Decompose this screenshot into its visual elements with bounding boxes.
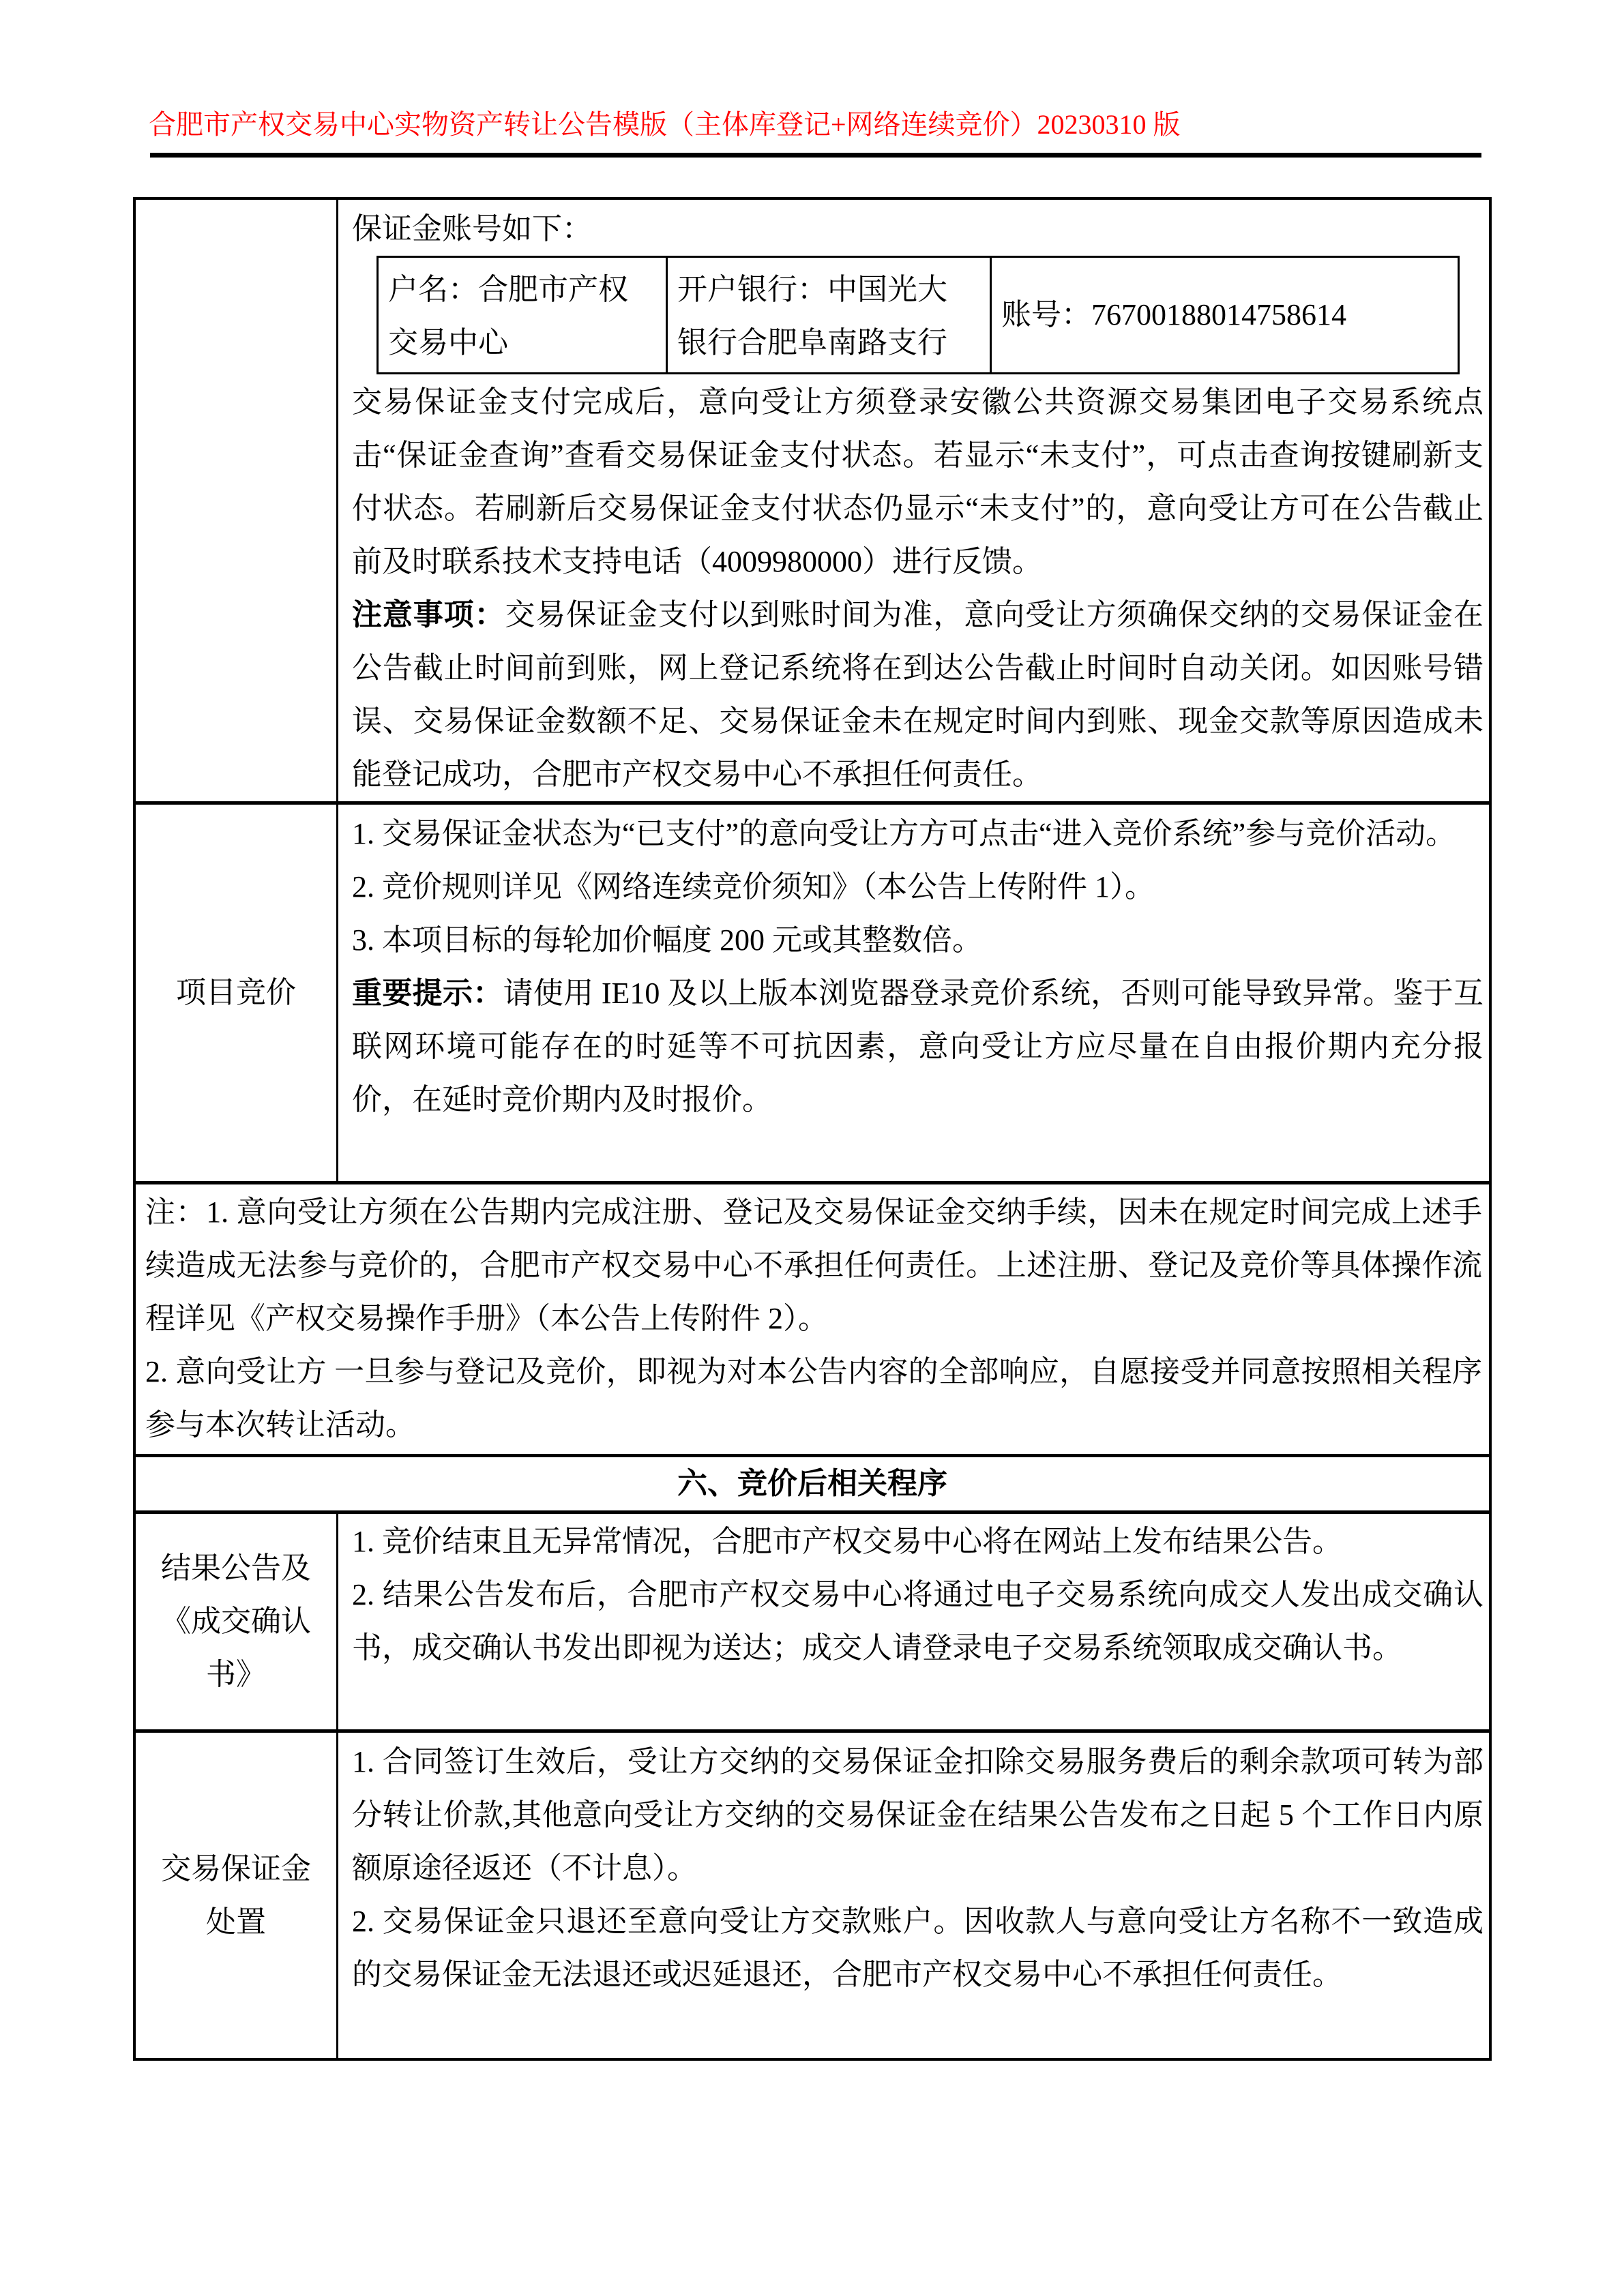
table-row-result-announcement xyxy=(136,1514,1489,1733)
bidding-item-1: 1. 交易保证金状态为“已支付”的意向受让方方可点击“进入竞价系统”参与竞价活动。 xyxy=(352,817,1456,850)
table-row-note xyxy=(136,1184,1489,1457)
result-announcement-content xyxy=(338,1514,1489,1729)
payment-status-paragraph: 交易保证金支付完成后，意向受让方须登录安徽公共资源交易集团电子交易系统点击“保证金查询”查看交易保证金支付状态。若显示“未支付”，可点击查询按键刷新支付状态。若刷新后交易保证金支付状态仍显示“未支付”的，意向受让方可在公告截止前及时联系技术支持电话（4009980000）进行反馈。 xyxy=(352,385,1483,578)
note-content xyxy=(136,1184,1489,1454)
notice-lead: 注意事项： xyxy=(352,598,505,631)
bank-account-number-cell xyxy=(992,258,1458,372)
disposal-item-1: 1. 合同签订生效后，受让方交纳的交易保证金扣除交易服务费后的剩余款项可转为部分转让价款,其他意向受让方交纳的交易保证金在结果公告发布之日起 5 个工作日内原额原途径返还（不计息）。 xyxy=(352,1745,1483,1885)
bidding-important-tip xyxy=(352,967,1483,1127)
bank-branch-cell xyxy=(668,258,992,372)
row-label-empty xyxy=(136,200,338,801)
header-divider-rule xyxy=(150,153,1481,158)
deposit-account-intro: 保证金账号如下： xyxy=(352,212,592,245)
result-announcement-label: 结果公告及《成交确认书》 xyxy=(161,1551,311,1691)
bank-account-table xyxy=(377,256,1460,374)
deposit-payment-content xyxy=(338,200,1489,801)
bank-branch-name: 开户银行：中国光大银行合肥阜南路支行 xyxy=(677,273,947,359)
bank-account-name-cell xyxy=(379,258,668,372)
project-bidding-content xyxy=(338,805,1489,1181)
bank-account-name: 户名：合肥市产权交易中心 xyxy=(388,273,628,359)
project-bidding-label-cell xyxy=(136,805,338,1181)
document-header-title: 合肥市产权交易中心实物资产转让公告模版（主体库登记+网络连续竞价）20230310 版 xyxy=(149,109,1181,140)
bidding-item-2: 2. 竞价规则详见《网络连续竞价须知》（本公告上传附件 1）。 xyxy=(352,870,1155,904)
payment-notice-paragraph xyxy=(352,588,1483,801)
important-tip-lead: 重要提示： xyxy=(352,976,503,1010)
table-row-deposit-payment xyxy=(136,200,1489,805)
result-item-2: 2. 结果公告发布后，合肥市产权交易中心将通过电子交易系统向成交人发出成交确认书，成交确认书发出即视为送达；成交人请登录电子交易系统领取成交确认书。 xyxy=(352,1578,1483,1665)
deposit-disposal-label: 交易保证金处置 xyxy=(161,1851,311,1939)
disposal-item-2: 2. 交易保证金只退还至意向受让方交款账户。因收款人与意向受让方名称不一致造成的交易保证金无法退还或迟延退还，合肥市产权交易中心不承担任何责任。 xyxy=(352,1905,1483,1991)
project-bidding-label: 项目竞价 xyxy=(176,976,296,1009)
table-row-project-bidding xyxy=(136,805,1489,1184)
table-row-deposit-disposal xyxy=(136,1733,1489,2058)
result-announcement-label-cell xyxy=(136,1514,338,1729)
announcement-table xyxy=(133,197,1492,2061)
notice-body: 交易保证金支付以到账时间为准，意向受让方须确保交纳的交易保证金在公告截止时间前到账，网上登记系统将在到达公告截止时间时自动关闭。如因账号错误、交易保证金数额不足、交易保证金未在规定时间内到账、现金交款等原因造成未能登记成功，合肥市产权交易中心不承担任何责任。 xyxy=(352,598,1484,791)
section-header-title: 六、竞价后相关程序 xyxy=(677,1467,947,1500)
bank-account-number: 账号：76700188014758614 xyxy=(1001,298,1346,331)
section-header-row xyxy=(136,1457,1489,1514)
deposit-disposal-content xyxy=(338,1733,1489,2058)
note-item-2: 2. 意向受让方 一旦参与登记及竞价，即视为对本公告内容的全部响应，自愿接受并同意按照相关程序参与本次转让活动。 xyxy=(145,1355,1482,1442)
result-item-1: 1. 竞价结束且无异常情况，合肥市产权交易中心将在网站上发布结果公告。 xyxy=(352,1525,1342,1558)
important-tip-body: 请使用 IE10 及以上版本浏览器登录竞价系统，否则可能导致异常。鉴于互联网环境可能存在的时延等不可抗因素，意向受让方应尽量在自由报价期内充分报价，在延时竞价期内及时报价。 xyxy=(352,976,1483,1116)
note-item-1: 注：1. 意向受让方须在公告期内完成注册、登记及交易保证金交纳手续，因未在规定时间完成上述手续造成无法参与竞价的，合肥市产权交易中心不承担任何责任。上述注册、登记及竞价等具体操作流程详见《产权交易操作手册》（本公告上传附件 2）。 xyxy=(145,1195,1482,1335)
deposit-disposal-label-cell xyxy=(136,1733,338,2058)
bidding-item-3: 3. 本项目标的每轮加价幅度 200 元或其整数倍。 xyxy=(352,923,982,957)
